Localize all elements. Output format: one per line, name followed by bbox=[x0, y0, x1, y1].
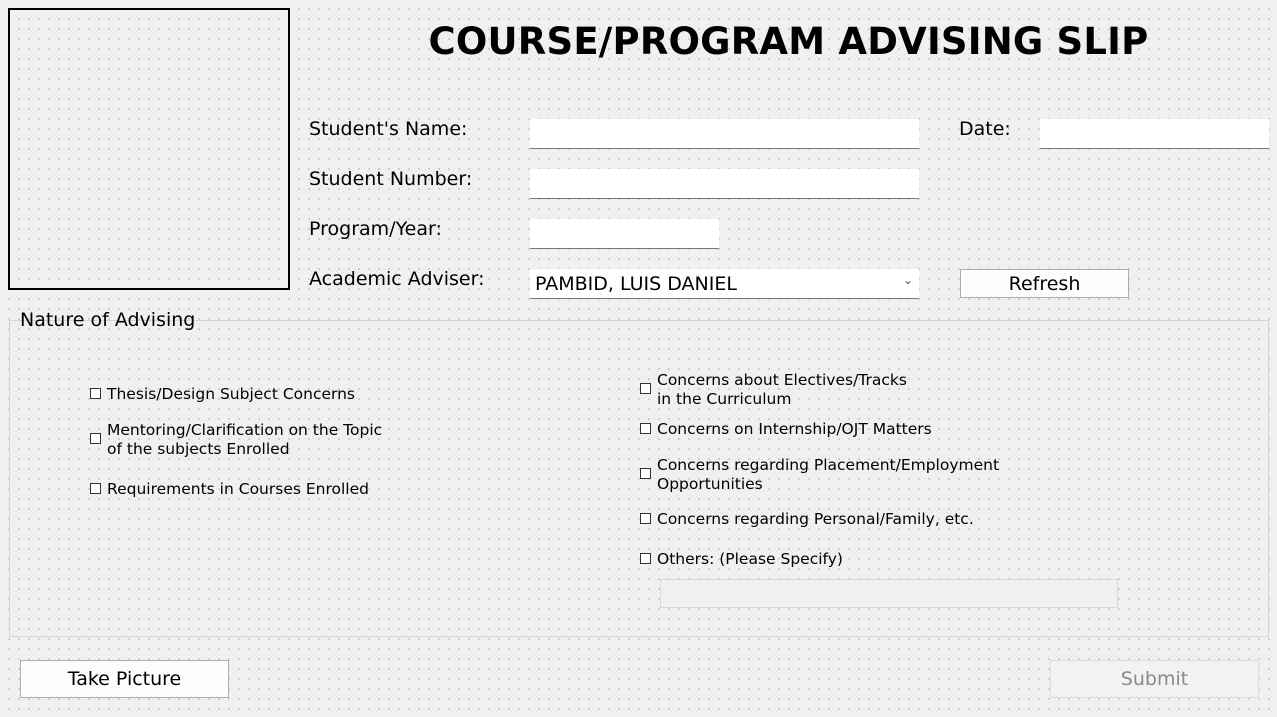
page-title: COURSE/PROGRAM ADVISING SLIP bbox=[428, 20, 1149, 63]
placement-employment-checkbox[interactable] bbox=[640, 468, 651, 479]
requirements-checkbox[interactable] bbox=[90, 483, 101, 494]
student-number-label: Student Number: bbox=[309, 168, 473, 190]
mentoring-label[interactable]: Mentoring/Clarification on the Topic of the subjects Enrolled bbox=[107, 421, 383, 458]
requirements-label[interactable]: Requirements in Courses Enrolled bbox=[107, 480, 369, 498]
thesis-design-checkbox[interactable] bbox=[90, 388, 101, 399]
mentoring-checkbox[interactable] bbox=[90, 433, 101, 444]
internship-ojt-checkbox[interactable] bbox=[640, 423, 651, 434]
program-year-label: Program/Year: bbox=[309, 218, 442, 240]
others-checkbox[interactable] bbox=[640, 553, 651, 564]
placement-employment-label[interactable]: Concerns regarding Placement/Employment Opportunities bbox=[657, 456, 1000, 493]
program-year-input[interactable] bbox=[530, 219, 719, 249]
take-picture-button[interactable]: Take Picture bbox=[20, 660, 229, 698]
refresh-button[interactable]: Refresh bbox=[960, 269, 1129, 298]
thesis-design-label[interactable]: Thesis/Design Subject Concerns bbox=[107, 385, 356, 403]
academic-adviser-label: Academic Adviser: bbox=[309, 268, 485, 290]
photo-frame bbox=[8, 8, 290, 290]
student-name-input[interactable] bbox=[530, 119, 919, 149]
electives-tracks-checkbox[interactable] bbox=[640, 383, 651, 394]
date-input[interactable] bbox=[1040, 119, 1269, 149]
chevron-down-icon: ⌄ bbox=[902, 273, 913, 287]
date-label: Date: bbox=[959, 118, 1011, 140]
personal-family-checkbox[interactable] bbox=[640, 513, 651, 524]
student-number-input[interactable] bbox=[530, 169, 919, 199]
electives-tracks-label[interactable]: Concerns about Electives/Tracks in the Curriculum bbox=[657, 371, 907, 408]
others-label[interactable]: Others: (Please Specify) bbox=[657, 550, 843, 568]
academic-adviser-selected-value: PAMBID, LUIS DANIEL bbox=[535, 273, 737, 295]
academic-adviser-select[interactable] bbox=[530, 269, 919, 299]
personal-family-label[interactable]: Concerns regarding Personal/Family, etc. bbox=[657, 510, 974, 528]
others-specify-input[interactable] bbox=[660, 579, 1118, 608]
internship-ojt-label[interactable]: Concerns on Internship/OJT Matters bbox=[657, 420, 932, 438]
submit-button[interactable]: Submit bbox=[1050, 660, 1259, 698]
student-name-label: Student's Name: bbox=[309, 118, 468, 140]
nature-of-advising-title: Nature of Advising bbox=[20, 309, 196, 331]
